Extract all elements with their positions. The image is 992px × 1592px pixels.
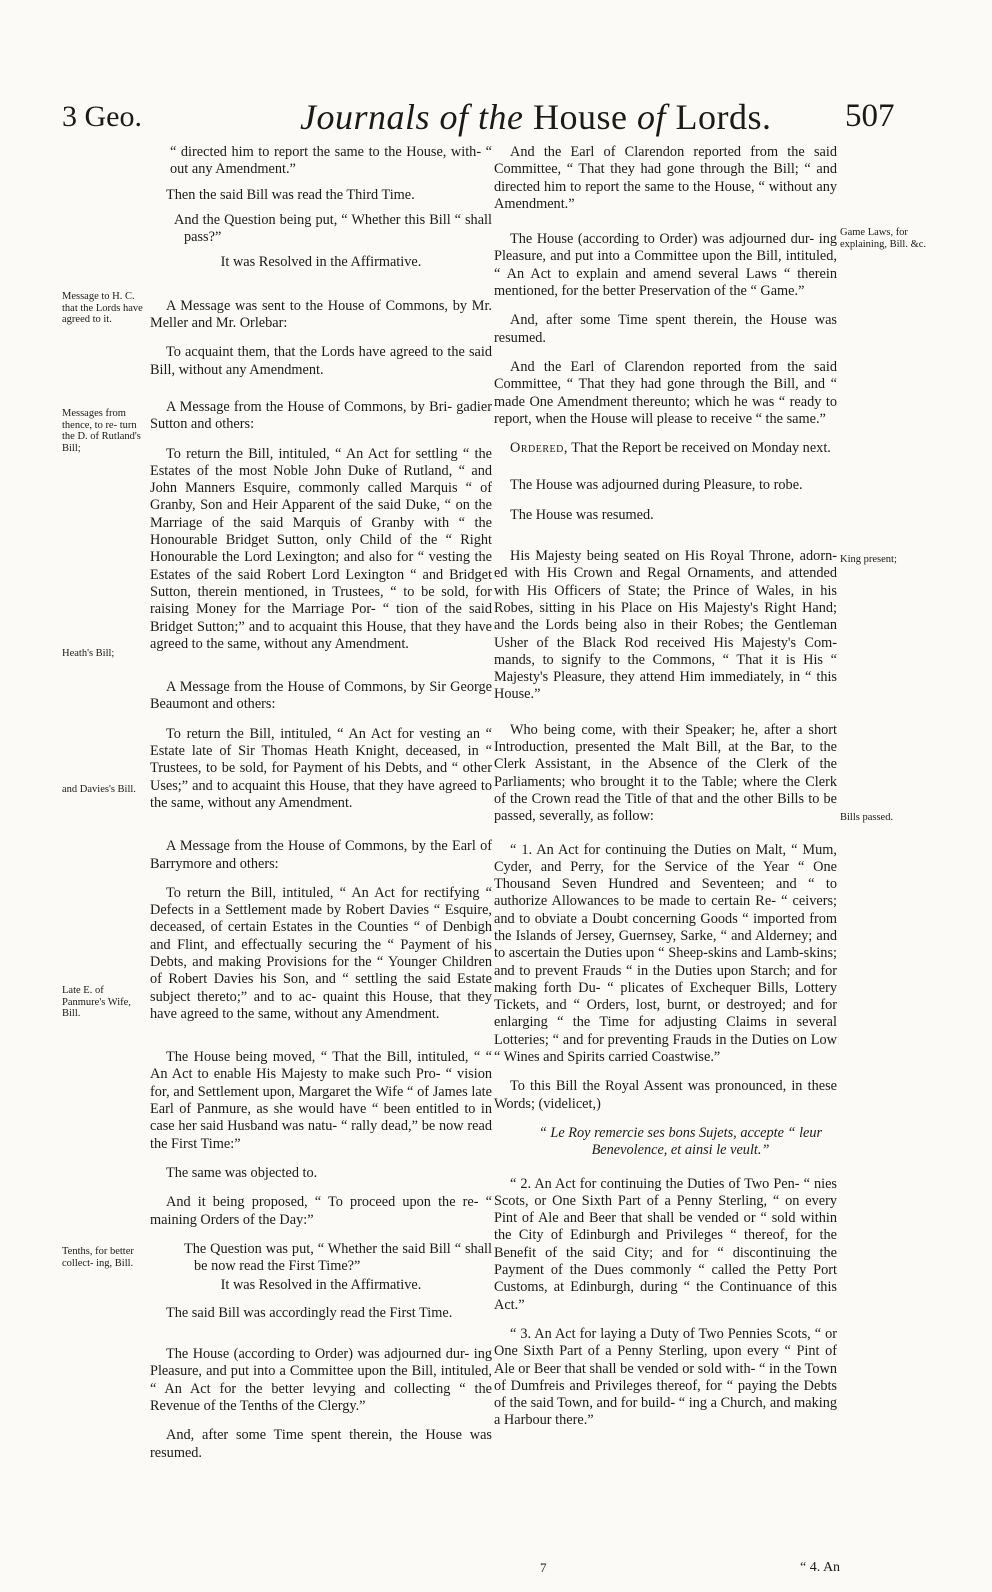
paragraph: It was Resolved in the Affirmative. [220,1277,422,1294]
order-paragraph [494,440,837,457]
paragraph: The House was resumed. [510,506,654,523]
title-lords: Lords. [675,97,772,137]
paragraph: To return the Bill, intituled, “ An Act for rectifying “ Defects in a Settlement made by Robert Davies “ Esquire, deceased, of certain Estates in the Counties “ of Denbigh and Flint, and effectually securing the “ Payment of his Debts, and making Provisions for the “ Younger Children of Robert Davies his Son, and “ settling the said Estate subject thereto;” and to ac- quaint this House, that they have agreed to the same, without any Amendment. [150,884,492,1022]
margin-note-game-laws: Game Laws, for explaining, Bill. &c. [840,227,927,250]
paragraph: A Message from the House of Commons, by Bri- gadier Sutton and others: [150,398,492,433]
title-of-2: of [637,97,667,137]
title-of-1: of [439,97,469,137]
paragraph: And the Earl of Clarendon reported from the said Committee, “ That they had gone through the Bill; “ and directed him to report the same to the House, “ without any Amendment.” [494,144,837,212]
margin-note-davies-bill: and Davies's Bill. [62,784,136,795]
title-journals: Journals [300,97,430,137]
title-house: House [533,97,628,137]
page-number: 507 [845,98,895,134]
paragraph: The same was objected to. [166,1164,318,1181]
paragraph: A Message from the House of Commons, by Sir George Beaumont and others: [150,679,492,713]
ordered-keyword: Ordered, [510,440,568,457]
regnal-year: 3 Geo. [62,100,142,133]
paragraph: “ 2. An Act for continuing the Duties of Two Pen- “ nies Scots, or One Sixth Part of a Penny Sterling, “ on every Pint of Ale and Beer that shall be vended or “ sold within the City of Edinburgh and Privileges “ thereof, for the Benefit of the said City; and for “ discontinuing the Payment of the Dues commonly “ called the Petty Port Customs, at Edinburgh, during “ the Continuance of this Act.” [494,1175,837,1313]
paragraph: “ 3. An Act for laying a Duty of Two Pennies Scots, “ or One Sixth Part of a Penny Sterling, upon every “ Pint of Ale or Beer that shall be vended or sold with- “ in the Town of Dumfreis and Privileges thereof, for “ paying the Debts of the said Town, and for build- “ ing a Church, and making a Harbour there.” [494,1325,837,1429]
paragraph: The said Bill was accordingly read the First Time. [166,1304,453,1321]
paragraph: It was Resolved in the Affirmative. [220,254,422,271]
paragraph: A Message was sent to the House of Commons, by Mr. Meller and Mr. Orlebar: [150,297,492,332]
paragraph: To this Bill the Royal Assent was pronounced, in these Words; (videlicet,) [494,1078,837,1112]
left-column [150,144,492,1474]
paragraph: His Majesty being seated on His Royal Throne, adorn- ed with His Crown and Regal Ornaments, and attended with His Officers of State; the Prince of Wales, in his Robes, sitting in his Place on His Majesty's Right Hand; and the Lords being also in their Robes; the Gentleman Usher of the Black Rod received His Majesty's Com- mands, to signify to the Commons, “ That it is His “ Majesty's Pleasure, they attend Him immediately, in “ this House.” [494,548,837,703]
paragraph: The House (according to Order) was adjourned dur- ing Pleasure, and put into a Committee upon the Bill, intituled, “ An Act for the better levying and collecting “ the Revenue of the Tenths of the Clergy.” [150,1346,492,1414]
paragraph: To acquaint them, that the Lords have agreed to the said Bill, without any Amendment. [150,344,492,378]
margin-note-rutland-bill: Messages from thence, to re- turn the D. of Rutland's Bill; [62,408,141,454]
paragraph: And, after some Time spent therein, the House was resumed. [150,1427,492,1461]
right-column [494,144,837,1442]
paragraph: And the Question being put, “ Whether this Bill “ shall pass?” [174,211,492,246]
title-the: the [478,97,524,137]
running-title [300,96,772,138]
paragraph: “ directed him to report the same to the House, with- “ out any Amendment.” [170,144,492,178]
paragraph: “ 1. An Act for continuing the Duties on Malt, “ Mum, Cyder, and Perry, for the Service of the Year “ One Thousand Seven Hundred and Seventeen; and “ to authorize Allowances to be made to certain Re- “ ceivers; and to obviate a Doubt concerning Goods “ imported from the Islands of Jersey, Guernsey, Sarke, “ and Alderney; and to ascertain the Duties upon “ Sheep-skins and Lamb-skins; and to prevent Frauds “ in the Duties upon Starch; and for making forth Du- “ plicates of Exchequer Bills, Lottery Tickets, and “ Orders, lost, burnt, or destroyed; and for enlarging “ the Time for adjusting Claims in several Lotteries; “ and for preventing Frauds in the Duties on Low “ Wines and Spirits carried Coastwise.” [494,841,837,1066]
paragraph: And, after some Time spent therein, the House was resumed. [494,312,837,346]
margin-note-king-present: King present; [840,554,897,565]
paragraph: A Message from the House of Commons, by the Earl of Barrymore and others: [150,838,492,872]
order-text: That the Report be received on Monday next. [571,440,831,457]
paragraph: The Question was put, “ Whether the said Bill “ shall be now read the First Time?” [184,1240,492,1275]
paragraph: Then the said Bill was read the Third Time. [166,186,415,203]
page-header [0,0,992,137]
margin-note-tenths-bill: Tenths, for better collect- ing, Bill. [62,1246,134,1269]
catchword: “ 4. An [800,1560,841,1575]
paragraph: The House being moved, “ That the Bill, intituled, “ “ An Act to enable His Majesty to make such Pro- “ vision for, and Settlement upon, Margaret the Wife “ of James late Earl of Panmure, as she would have “ been entitled to in case her said Husband was natu- “ rally dead,” be now read the First Time:” [150,1049,492,1152]
margin-note-message-to-hc: Message to H. C. that the Lords have agreed to it. [62,291,143,325]
paragraph: The House was adjourned during Pleasure, to robe. [510,477,803,494]
margin-note-bills-passed: Bills passed. [840,812,894,823]
paragraph: To return the Bill, intituled, “ An Act for vesting an “ Estate late of Sir Thomas Heath Knight, deceased, in “ Trustees, to be sold, for Payment of his Debts, and “ other Uses;” and to acquaint this House, that they have agreed to the same, without any Amendment. [150,725,492,811]
paragraph: And it being proposed, “ To proceed upon the re- “ maining Orders of the Day:” [150,1194,492,1228]
paragraph: The House (according to Order) was adjourned dur- ing Pleasure, and put into a Committee upon the Bill, intituled, “ An Act to explain and amend several Laws “ therein mentioned, for the better Preservation of the “ Game.” [494,231,837,300]
signature-mark: 7 [540,1560,547,1575]
margin-note-heath-bill: Heath's Bill; [62,648,115,659]
paragraph: And the Earl of Clarendon reported from the said Committee, “ That they had gone through the Bill, and “ made One Amendment thereunto; which he was “ ready to report, when the House will please to receive “ the same.” [494,358,837,427]
paragraph: Who being come, with their Speaker; he, after a short Introduction, presented the Malt Bill, at the Bar, to the Clerk Assistant, in the Absence of the Clerk of the Parliaments; who brought it to the Table; where the Clerk of the Crown read the Title of that and the other Bills to be passed, severally, as follow: [494,721,837,825]
paragraph: To return the Bill, intituled, “ An Act for settling “ the Estates of the most Noble John Duke of Rutland, “ and John Manners Esquire, commonly called Marquis “ of Granby, Son and Heir Apparent of the said Duke, “ on the Marriage of the said Marquis of Granby with “ the Honourable Bridget Sutton, only Child of the “ Right Honourable the Lord Lexington; and also for “ vesting the Estates of the said Robert Lord Lexington “ and Bridget Sutton, therein mentioned, in Trustees, “ to be sold, for raising Money for the Marriage Por- “ tion of the said Bridget Sutton;” and to acquaint this House, that they have agreed to the same, without any Amendment. [150,445,492,652]
margin-note-panmure-bill: Late E. of Panmure's Wife, Bill. [62,985,131,1019]
royal-assent-formula: “ Le Roy remercie ses bons Sujets, accepte “ leur Benevolence, et ainsi le veult.” [538,1124,823,1159]
